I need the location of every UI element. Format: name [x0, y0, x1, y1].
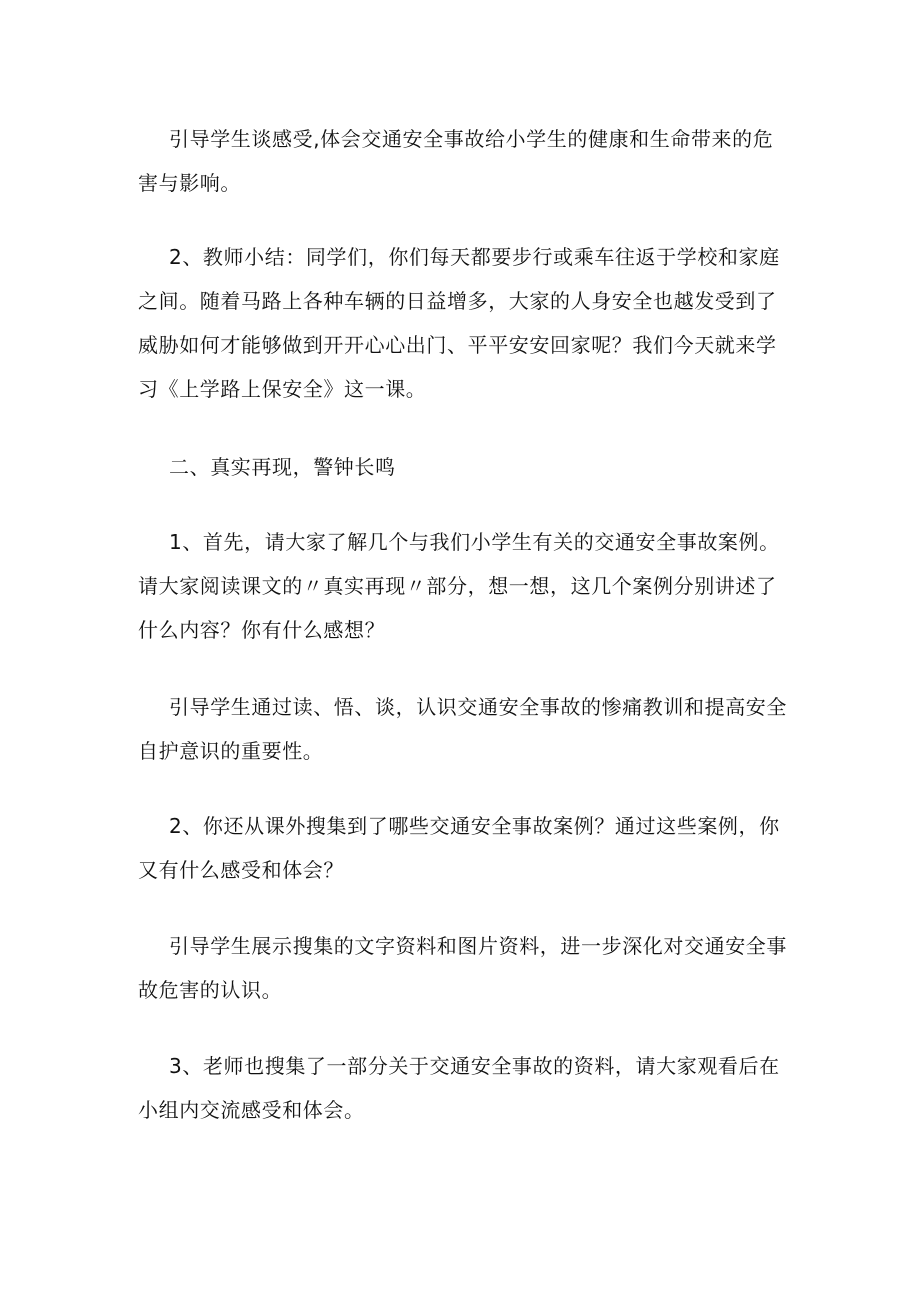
paragraph-student-feelings: 引导学生谈感受,体会交通安全事故给小学生的健康和生命带来的危害与影响。	[138, 127, 774, 195]
paragraph-accident-cases: 1、首先，请大家了解几个与我们小学生有关的交通安全事故案例。请大家阅读课文的〃真实再现〃部分，想一想，这几个案例分别讲述了什么内容？你有什么感想？	[138, 530, 780, 642]
section-heading-real-reproduction: 二、真实再现，警钟长鸣	[169, 455, 396, 479]
paragraph-teacher-summary: 2、教师小结：同学们，你们每天都要步行或乘车往返于学校和家庭之间。随着马路上各种车辆的日益增多，大家的人身安全也越发受到了威胁如何才能够做到开开心心出门、平平安安回家呢？我们今天就来学习《上学路上保安全》这一课。	[138, 245, 780, 401]
paragraph-safety-awareness: 引导学生通过读、悟、谈，认识交通安全事故的惨痛教训和提高安全自护意识的重要性。	[138, 695, 787, 763]
paragraph-show-materials: 引导学生展示搜集的文字资料和图片资料，进一步深化对交通安全事故危害的认识。	[138, 934, 787, 1002]
paragraph-extra-cases: 2、你还从课外搜集到了哪些交通安全事故案例？通过这些案例，你又有什么感受和体会？	[138, 814, 780, 882]
paragraph-teacher-materials: 3、老师也搜集了一部分关于交通安全事故的资料，请大家观看后在小组内交流感受和体会。	[138, 1054, 780, 1122]
